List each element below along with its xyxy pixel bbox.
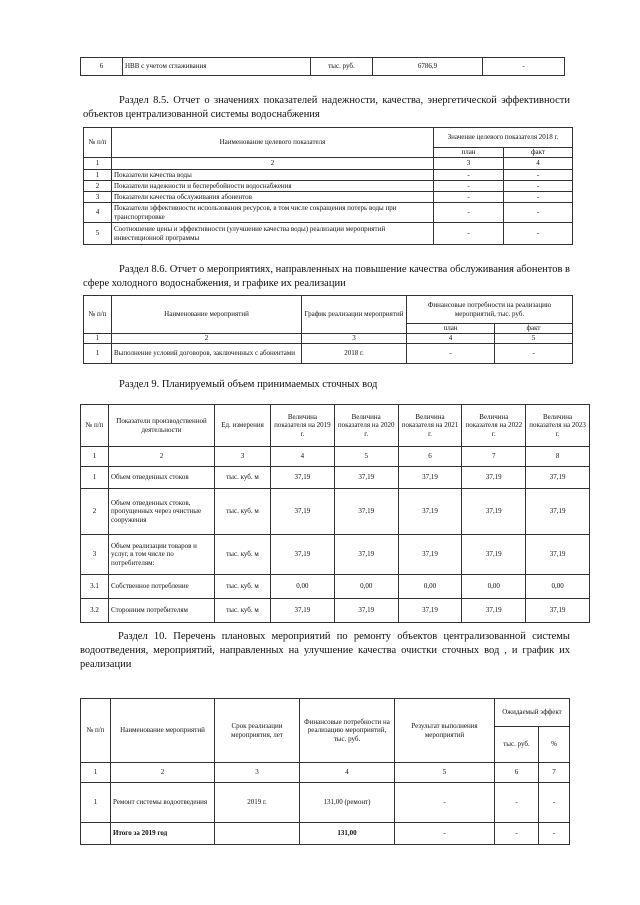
row-value: 37,19: [526, 535, 590, 575]
total-fin: 131,00: [300, 823, 395, 845]
row-plan: -: [434, 192, 504, 203]
row-fact: -: [504, 192, 573, 203]
index-cell: 5: [395, 763, 495, 783]
row-value: 37,19: [462, 599, 526, 623]
header-year: Величина показателя на 2022 г.: [462, 405, 526, 447]
index-cell: 3: [302, 334, 407, 344]
row-value: 37,19: [462, 535, 526, 575]
row-name: Сторонним потребителям: [109, 599, 215, 623]
row-value: 37,19: [334, 489, 398, 535]
row-plan: -: [434, 203, 504, 223]
row-unit: тыс. куб. м: [215, 599, 271, 623]
row-value: 0,00: [462, 575, 526, 599]
row-number: 3.1: [81, 575, 109, 599]
table-row: [84, 203, 573, 223]
header-unit: Ед. измерения: [215, 405, 271, 447]
row-value: 37,19: [271, 535, 335, 575]
row-name: Соотношение цены и эффективности (улучшение качества воды) реализации мероприятий инвестиционной программы: [112, 223, 434, 245]
row-name: НВВ с учетом сглаживания: [123, 58, 311, 76]
total-empty: [81, 823, 111, 845]
row-number: 1: [84, 170, 112, 181]
header-fin: Финансовые потребности на реализацию мероприятий, тыс. руб.: [300, 699, 395, 763]
row-number: 2: [84, 181, 112, 192]
row-value: 37,19: [334, 535, 398, 575]
row-value: 37,19: [526, 599, 590, 623]
row-unit: тыс. куб. м: [215, 575, 271, 599]
table-row: [84, 223, 573, 245]
row-value: 37,19: [398, 535, 462, 575]
row-value: 37,19: [334, 599, 398, 623]
index-cell: 2: [111, 763, 215, 783]
section-8-6-table: [83, 295, 573, 364]
table-row: [81, 535, 590, 575]
row-term: 2019 г.: [215, 783, 300, 823]
row-number: 1: [84, 344, 112, 364]
total-row: [81, 823, 570, 845]
table-row: [81, 783, 570, 823]
index-cell: 5: [334, 447, 398, 467]
row-name: Объем отведенных стоков: [109, 467, 215, 489]
row-value: 37,19: [334, 467, 398, 489]
index-cell: 4: [300, 763, 395, 783]
row-number: 4: [84, 203, 112, 223]
header-fin: Финансовые потребности на реализацию мероприятий, тыс. руб.: [407, 296, 573, 324]
row-pct: -: [539, 783, 570, 823]
row-name: Выполнение условий договоров, заключенных с абонентами: [112, 344, 302, 364]
header-term: Срок реализации мероприятия, лет: [215, 699, 300, 763]
index-cell: 1: [84, 334, 112, 344]
row-result: -: [395, 783, 495, 823]
row-number: 1: [81, 783, 111, 823]
row-value: 0,00: [398, 575, 462, 599]
row-value: 0,00: [334, 575, 398, 599]
table-row: [84, 192, 573, 203]
row-number: 1: [81, 467, 109, 489]
row-fact: -: [504, 223, 573, 245]
header-num: № п/п: [84, 296, 112, 334]
row-dash: -: [483, 58, 565, 76]
index-cell: 3: [215, 763, 300, 783]
total-label: Итого за 2019 год: [111, 823, 215, 845]
index-cell: 7: [462, 447, 526, 467]
row-value: 37,19: [398, 599, 462, 623]
header-effect: Ожидаемый эффект: [495, 699, 570, 727]
row-number: 5: [84, 223, 112, 245]
row-unit: тыс. куб. м: [215, 489, 271, 535]
header-year: Величина показателя на 2021 г.: [398, 405, 462, 447]
row-number: 3: [84, 192, 112, 203]
row-value: 37,19: [526, 489, 590, 535]
header-year: Величина показателя на 2020 г.: [334, 405, 398, 447]
index-cell: 7: [539, 763, 570, 783]
header-fact: факт: [504, 148, 573, 158]
row-name: Объем реализации товаров и услуг, в том числе по потребителям:: [109, 535, 215, 575]
header-rub: тыс. руб.: [495, 727, 539, 763]
index-cell: 2: [112, 334, 302, 344]
header-name: Показатели производственной деятельности: [109, 405, 215, 447]
index-cell: 1: [81, 447, 109, 467]
row-fact: -: [504, 181, 573, 192]
row-value: 37,19: [462, 489, 526, 535]
row-number: 3: [81, 535, 109, 575]
row-fin: 131,00 (ремонт): [300, 783, 395, 823]
row-name: Показатели эффективности использования ресурсов, в том числе сокращения потерь воды при транспортировке: [112, 203, 434, 223]
header-schedule: График реализации мероприятий: [302, 296, 407, 334]
index-cell: 1: [81, 763, 111, 783]
total-pct: -: [539, 823, 570, 845]
row-number: 2: [81, 489, 109, 535]
row-value: 37,19: [398, 489, 462, 535]
top-continuation-table: [80, 57, 565, 76]
row-number: 6: [81, 58, 123, 76]
index-cell: 3: [434, 158, 504, 170]
row-value: 37,19: [271, 467, 335, 489]
row-value: 37,19: [526, 467, 590, 489]
header-result: Результат выполнения мероприятий: [395, 699, 495, 763]
row-value: 37,19: [462, 467, 526, 489]
section-10-table: [80, 698, 570, 845]
row-value: 37,19: [271, 489, 335, 535]
table-row: [84, 344, 573, 364]
row-plan: -: [434, 181, 504, 192]
index-cell: 6: [398, 447, 462, 467]
index-cell: 4: [271, 447, 335, 467]
row-value: 0,00: [271, 575, 335, 599]
table-row: [81, 575, 590, 599]
row-name: Показатели надежности и бесперебойности водоснабжения: [112, 181, 434, 192]
row-unit: тыс. куб. м: [215, 535, 271, 575]
header-num: № п/п: [81, 699, 111, 763]
index-cell: 4: [504, 158, 573, 170]
section-9-table: [80, 404, 590, 623]
total-rub: -: [495, 823, 539, 845]
table-row: [81, 599, 590, 623]
row-name: Объем отведенных стоков, пропущенных через очистные сооружения: [109, 489, 215, 535]
section-8-5-table: [83, 127, 573, 245]
header-num: № п/п: [81, 405, 109, 447]
header-name: Наименование мероприятий: [111, 699, 215, 763]
section-9-heading: Раздел 9. Планируемый объем принимаемых сточных вод: [119, 379, 378, 390]
row-value: 0,00: [526, 575, 590, 599]
row-fact: -: [504, 170, 573, 181]
total-result: -: [395, 823, 495, 845]
row-name: Показатели качества воды: [112, 170, 434, 181]
header-pct: %: [539, 727, 570, 763]
total-empty: [215, 823, 300, 845]
index-cell: 4: [407, 334, 495, 344]
header-num: № п/п: [84, 128, 112, 158]
index-cell: 2: [109, 447, 215, 467]
section-8-6-heading: Раздел 8.6. Отчет о мероприятиях, направленных на повышение качества обслуживания абонентов в сфере холодного водоснабжения, и графике их реализации: [83, 264, 570, 289]
index-cell: 1: [84, 158, 112, 170]
row-value: 6786,9: [373, 58, 483, 76]
header-name: Наименование целевого показателя: [112, 128, 434, 158]
row-name: Собственное потребление: [109, 575, 215, 599]
row-plan: -: [407, 344, 495, 364]
row-name: Ремонт системы водоотведения: [111, 783, 215, 823]
row-schedule: 2018 г.: [302, 344, 407, 364]
row-name: Показатели качества обслуживания абонентов: [112, 192, 434, 203]
row-value: 37,19: [398, 467, 462, 489]
row-fact: -: [504, 203, 573, 223]
table-row: [81, 489, 590, 535]
table-row: [84, 170, 573, 181]
row-unit: тыс. руб.: [311, 58, 373, 76]
header-year: Величина показателя на 2019 г.: [271, 405, 335, 447]
index-cell: 3: [215, 447, 271, 467]
row-plan: -: [434, 170, 504, 181]
header-plan: план: [434, 148, 504, 158]
index-cell: 8: [526, 447, 590, 467]
header-year: Величина показателя на 2023 г.: [526, 405, 590, 447]
index-cell: 6: [495, 763, 539, 783]
row-plan: -: [434, 223, 504, 245]
row-fact: -: [495, 344, 573, 364]
section-10-heading: Раздел 10. Перечень плановых мероприятий по ремонту объектов централизованной системы водоотведения, мероприятий, направленных на улучшение качества очистки сточных вод , и график их реализации: [80, 631, 570, 670]
index-cell: 5: [495, 334, 573, 344]
row-value: 37,19: [271, 599, 335, 623]
row-rub: -: [495, 783, 539, 823]
header-plan: план: [407, 324, 495, 334]
header-fact: факт: [495, 324, 573, 334]
table-row: [81, 467, 590, 489]
table-row: [84, 181, 573, 192]
header-name: Наименование мероприятий: [112, 296, 302, 334]
section-8-5-heading: Раздел 8.5. Отчет о значениях показателей надежности, качества, энергетической эффективности объектов централизованной системы водоснабжения: [83, 95, 570, 120]
row-number: 3.2: [81, 599, 109, 623]
row-unit: тыс. куб. м: [215, 467, 271, 489]
header-value: Значение целевого показателя 2018 г.: [434, 128, 573, 148]
index-cell: 2: [112, 158, 434, 170]
